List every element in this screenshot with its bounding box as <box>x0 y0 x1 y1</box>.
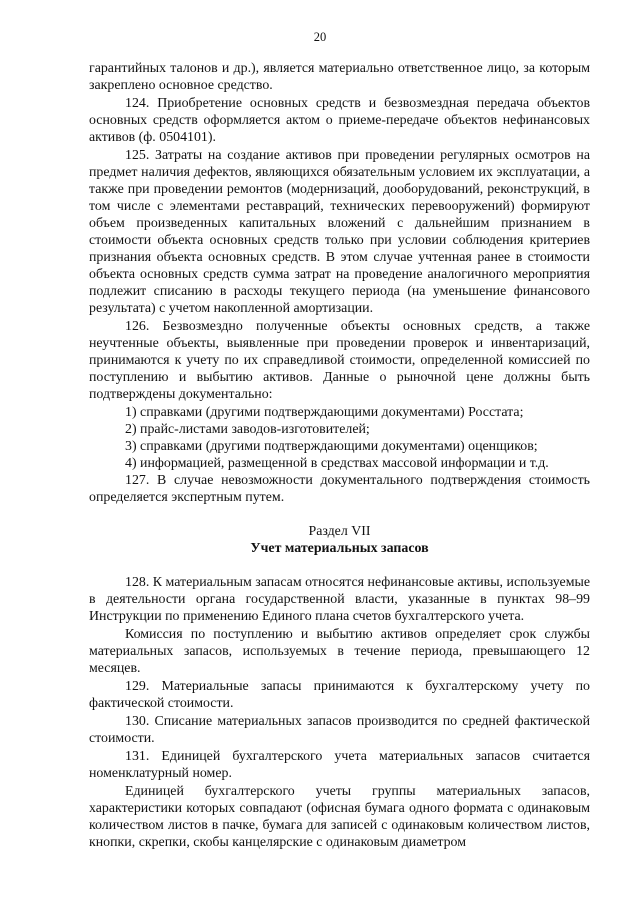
paragraph-124: 124. Приобретение основных средств и безвозмездная передача объектов основных средств оформляется актом о приеме-передаче объектов нефинансовых активов (ф. 0504101). <box>89 96 590 145</box>
page-number: 20 <box>313 30 327 44</box>
document-body <box>89 60 590 852</box>
section-heading: Раздел VII <box>308 524 371 539</box>
paragraph-group-unit: Единицей бухгалтерского учеты группы материальных запасов, характеристики которых совпадают (офисная бумага одного формата с одинаковым количеством листов в пачке, бумага для записей с одинаковым количеством листов, кнопки, скрепки, скобы канцелярские с одинаковым диаметром <box>89 784 590 850</box>
paragraph-commission: Комиссия по поступлению и выбытию активов определяет срок службы материальных запасов, используемых в течение периода, превышающего 12 месяцев. <box>89 627 590 676</box>
paragraph-127: 127. В случае невозможности документального подтверждения стоимость определяется экспертным путем. <box>89 473 590 505</box>
paragraph-131: 131. Единицей бухгалтерского учета материальных запасов считается номенклатурный номер. <box>89 749 590 781</box>
paragraph-126: 126. Безвозмездно полученные объекты основных средств, а также неучтенные объекты, выявленные при проведении проверок и инвентаризаций, принимаются к учету по их справедливой стоимости, определенной комиссией по поступлению и выбытию активов. Данные о рыночной цене должны быть подтверждены документально: <box>89 319 590 402</box>
paragraph-125: 125. Затраты на создание активов при проведении регулярных осмотров на предмет наличия дефектов, являющихся обязательным условием их эксплуатации, а также при проведении ремонтов (модернизаций, дооборудований, реконструкций, в том числе с элементами реставраций, технических перевооружений) формируют объем произведенных капитальных вложений с дальнейшим признанием в стоимости объекта основных средств только при условии соблюдения критериев признания объекта основных средств. В этом случае учтенная ранее в стоимости объекта основных средств сумма затрат на проведение аналогичного мероприятия подлежит списанию в расходы текущего периода (на уменьшение финансового результата) с учетом накопленной амортизации. <box>89 148 590 316</box>
list-item-1: 1) справками (другими подтверждающими документами) Росстата; <box>125 405 524 420</box>
list-item-3: 3) справками (другими подтверждающими документами) оценщиков; <box>125 439 538 454</box>
list-item-4: 4) информацией, размещенной в средствах массовой информации и т.д. <box>125 456 549 471</box>
list-item-2: 2) прайс-листами заводов-изготовителей; <box>125 422 370 437</box>
paragraph-continuation: гарантийных талонов и др.), является материально ответственное лицо, за которым закреплено основное средство. <box>89 61 590 93</box>
paragraph-130: 130. Списание материальных запасов производится по средней фактической стоимости. <box>89 714 590 746</box>
paragraph-129: 129. Материальные запасы принимаются к бухгалтерскому учету по фактической стоимости. <box>89 679 590 711</box>
paragraph-128: 128. К материальным запасам относятся нефинансовые активы, используемые в деятельности органа государственной власти, указанные в пунктах 98–99 Инструкции по применению Единого плана счетов бухгалтерского учета. <box>89 575 590 624</box>
section-title: Учет материальных запасов <box>250 541 429 556</box>
